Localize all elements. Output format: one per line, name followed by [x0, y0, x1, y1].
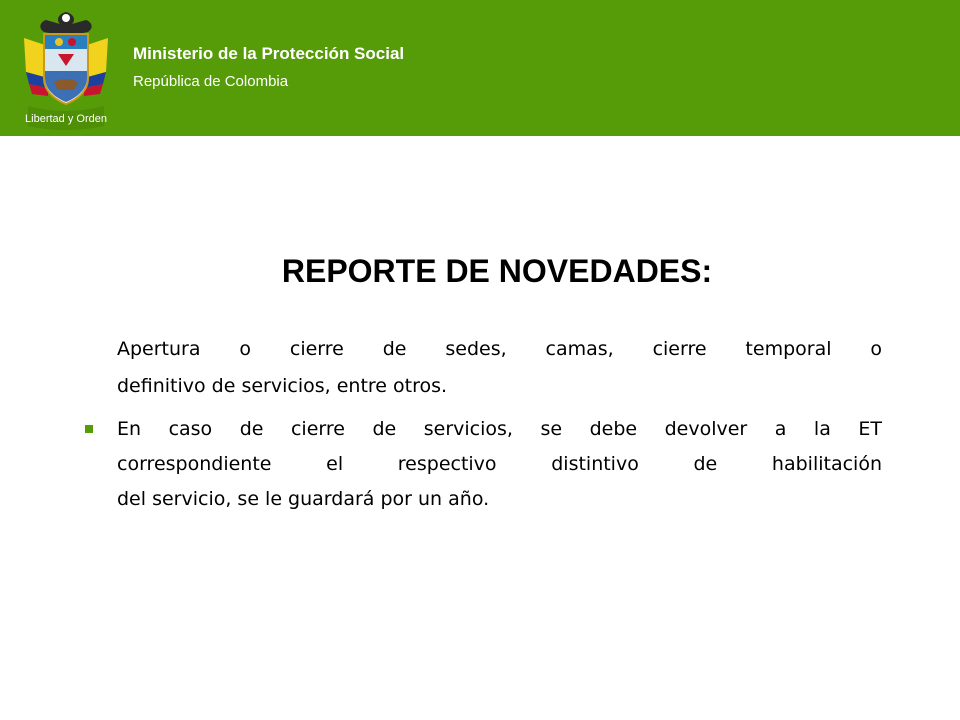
intro-paragraph — [117, 331, 882, 405]
intro-line-1: Apertura o cierre de sedes, camas, cierre temporal o — [117, 338, 882, 360]
page-title: REPORTE DE NOVEDADES: — [281, 253, 713, 289]
svg-text:Libertad y Orden: Libertad y Orden — [25, 113, 107, 125]
bullet-line-3: del servicio, se le guardará por un año. — [117, 488, 490, 510]
ministry-name: Ministerio de la Protección Social — [133, 44, 405, 63]
bullet-paragraph — [117, 412, 882, 517]
bullet-marker-icon — [85, 425, 93, 433]
header-banner — [0, 0, 960, 136]
bullet-line-2: correspondiente el respectivo distintivo de habilitación — [117, 453, 882, 475]
intro-line-2: definitivo de servicios, entre otros. — [117, 375, 448, 397]
country-name: República de Colombia — [133, 73, 289, 90]
bullet-line-1: En caso de cierre de servicios, se debe devolver a la ET — [117, 418, 882, 440]
coat-of-arms-logo — [14, 8, 118, 132]
